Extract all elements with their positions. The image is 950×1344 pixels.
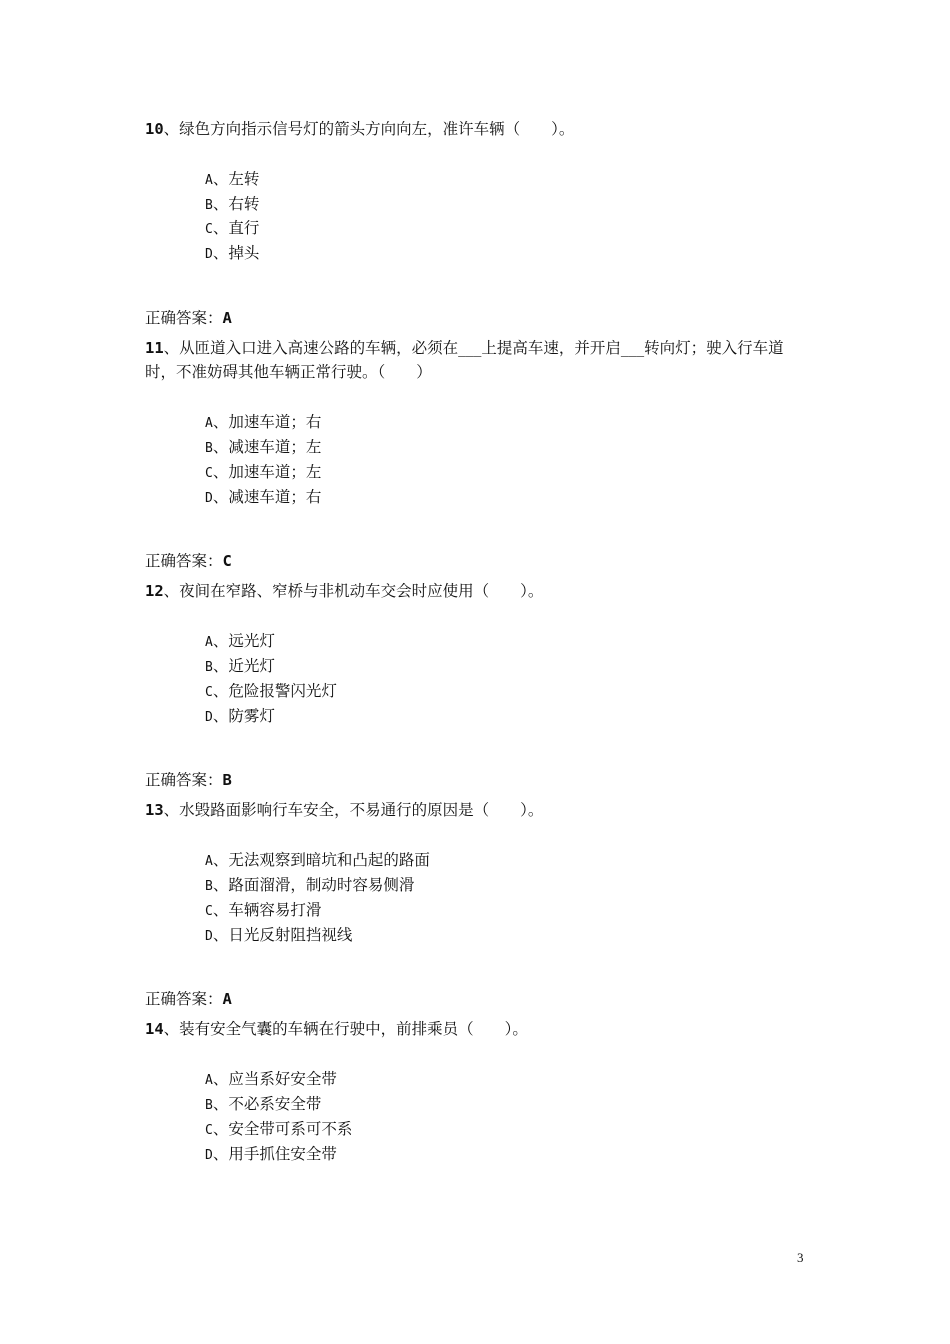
question-11-option-b: [205, 435, 321, 461]
option-letter: B: [205, 198, 213, 213]
question-text: 、装有安全气囊的车辆在行驶中，前排乘员（ ）。: [163, 1020, 528, 1038]
question-number: 14: [145, 1020, 164, 1038]
question-11-option-a: [205, 410, 321, 436]
answer-label: 正确答案：: [145, 552, 223, 570]
option-letter: B: [205, 1098, 213, 1113]
option-text: 、远光灯: [212, 632, 275, 650]
answer-label: 正确答案：: [145, 990, 223, 1008]
question-13-option-d: [205, 923, 352, 949]
option-text: 、右转: [212, 195, 260, 213]
option-letter: B: [205, 879, 213, 894]
question-number: 11: [145, 339, 164, 357]
option-letter: B: [205, 660, 213, 675]
question-14-title: [145, 1017, 528, 1041]
option-text: 、不必系安全带: [212, 1095, 322, 1113]
option-letter: B: [205, 441, 213, 456]
answer-letter: B: [222, 771, 232, 789]
question-10-answer: [145, 306, 232, 330]
option-letter: C: [205, 466, 213, 481]
option-text: 、加速车道；右: [212, 413, 322, 431]
option-letter: A: [205, 173, 213, 188]
option-letter: D: [205, 710, 213, 725]
option-text: 、日光反射阻挡视线: [212, 926, 353, 944]
option-text: 、加速车道；左: [212, 463, 322, 481]
option-letter: A: [205, 635, 213, 650]
question-10-option-b: [205, 192, 259, 218]
option-text: 、路面溜滑，制动时容易侧滑: [212, 876, 415, 894]
question-14-option-b: [205, 1092, 321, 1118]
question-number: 13: [145, 801, 164, 819]
option-text: 、危险报警闪光灯: [212, 682, 337, 700]
question-10-title: [145, 117, 574, 141]
question-12-option-c: [205, 679, 337, 705]
question-text: 、夜间在窄路、窄桥与非机动车交会时应使用（ ）。: [163, 582, 544, 600]
question-number: 12: [145, 582, 164, 600]
option-letter: C: [205, 1123, 213, 1138]
option-text: 、掉头: [212, 244, 260, 262]
option-text: 、减速车道；右: [212, 488, 322, 506]
option-letter: C: [205, 222, 213, 237]
question-12-option-b: [205, 654, 275, 680]
answer-label: 正确答案：: [145, 771, 223, 789]
option-text: 、车辆容易打滑: [212, 901, 322, 919]
question-13-option-c: [205, 898, 321, 924]
option-letter: D: [205, 491, 213, 506]
option-letter: D: [205, 1148, 213, 1163]
option-text: 、防雾灯: [212, 707, 275, 725]
question-12-option-d: [205, 704, 275, 730]
option-letter: C: [205, 685, 213, 700]
option-letter: A: [205, 1073, 213, 1088]
answer-letter: A: [222, 990, 232, 1008]
question-14-option-c: [205, 1117, 352, 1143]
question-11-option-d: [205, 485, 321, 511]
page-number: 3: [797, 1250, 804, 1265]
option-text: 、安全带可系可不系: [212, 1120, 353, 1138]
option-text: 、近光灯: [212, 657, 275, 675]
question-12-title: [145, 579, 543, 603]
question-10-option-c: [205, 216, 259, 242]
question-11-title: [145, 336, 805, 384]
question-11-answer: [145, 549, 232, 573]
option-letter: A: [205, 416, 213, 431]
question-13-title: [145, 798, 543, 822]
answer-letter: A: [222, 309, 232, 327]
question-12-option-a: [205, 629, 275, 655]
question-13-answer: [145, 987, 232, 1011]
question-text: 、绿色方向指示信号灯的箭头方向向左，准许车辆（ ）。: [163, 120, 575, 138]
question-14-option-a: [205, 1067, 337, 1093]
option-text: 、左转: [212, 170, 260, 188]
answer-label: 正确答案：: [145, 309, 223, 327]
question-13-option-a: [205, 848, 430, 874]
question-text: 、从匝道入口进入高速公路的车辆，必须在___上提高车速，并开启___转向灯；驶入行车道时，不准妨碍其他车辆正常行驶。（ ）: [145, 339, 784, 381]
option-letter: A: [205, 854, 213, 869]
question-13-option-b: [205, 873, 414, 899]
question-10-option-d: [205, 241, 259, 267]
option-letter: C: [205, 904, 213, 919]
option-text: 、直行: [212, 219, 260, 237]
option-letter: D: [205, 929, 213, 944]
option-text: 、无法观察到暗坑和凸起的路面: [212, 851, 430, 869]
question-number: 10: [145, 120, 164, 138]
answer-letter: C: [222, 552, 232, 570]
question-10-option-a: [205, 167, 259, 193]
question-11-option-c: [205, 460, 321, 486]
option-text: 、用手抓住安全带: [212, 1145, 337, 1163]
option-letter: D: [205, 247, 213, 262]
option-text: 、应当系好安全带: [212, 1070, 337, 1088]
question-14-option-d: [205, 1142, 337, 1168]
option-text: 、减速车道；左: [212, 438, 322, 456]
question-text: 、水毁路面影响行车安全，不易通行的原因是（ ）。: [163, 801, 544, 819]
question-12-answer: [145, 768, 232, 792]
